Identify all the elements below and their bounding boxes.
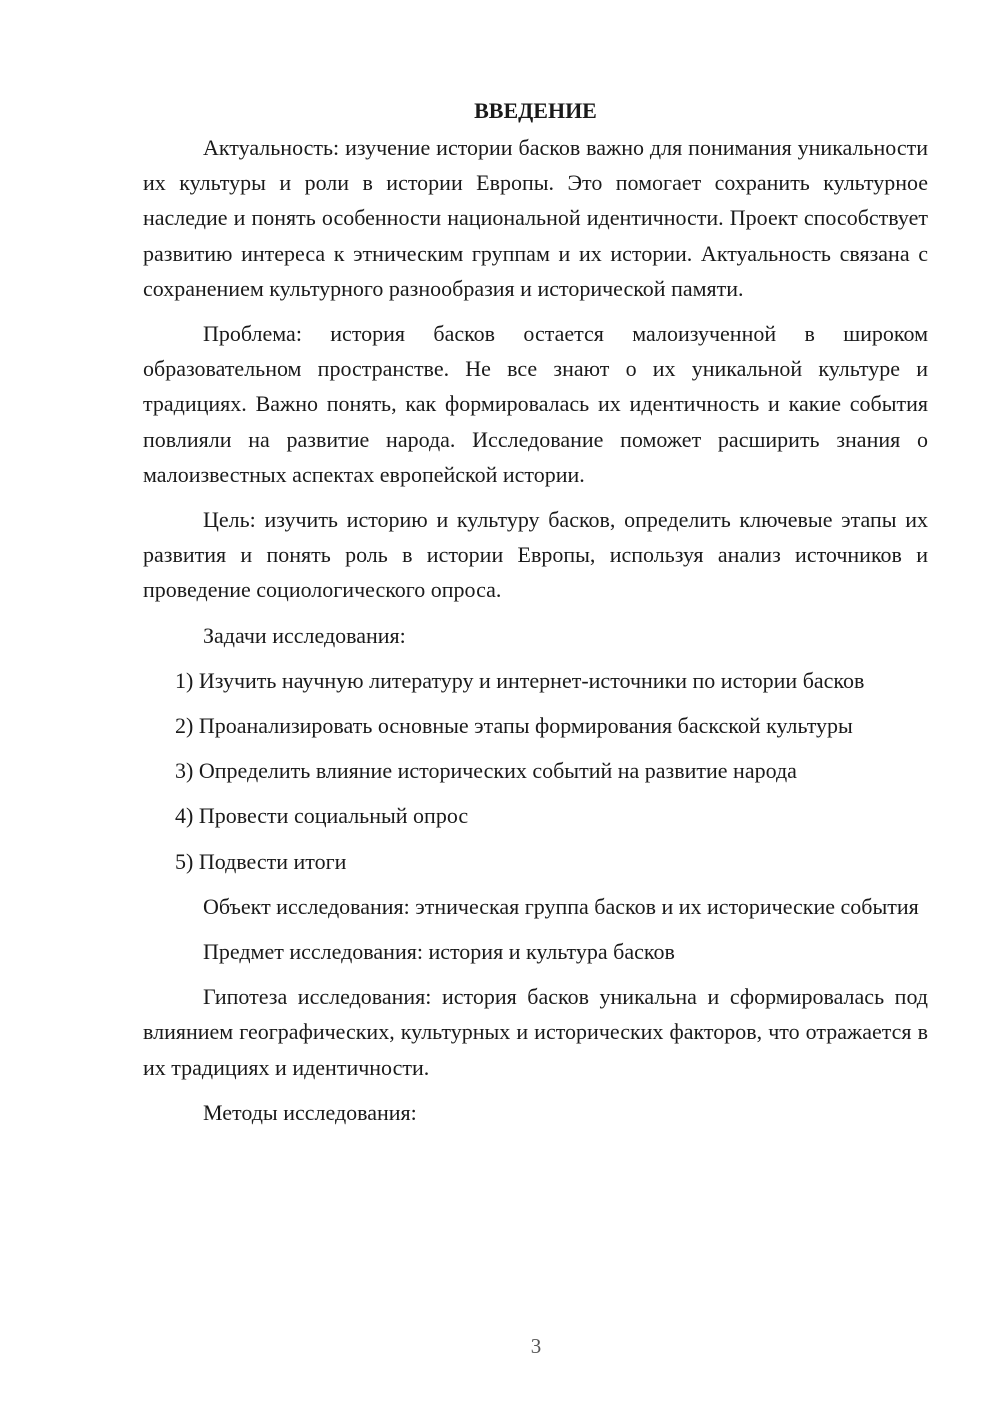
methods-title: Методы исследования: — [203, 1099, 417, 1125]
task-item-1: 1) Изучить научную литературу и интернет-источники по истории басков — [175, 667, 865, 693]
object-paragraph: Объект исследования: этническая группа басков и их исторические события — [203, 893, 919, 919]
page-number: 3 — [530, 1334, 542, 1358]
relevance-paragraph: Актуальность: изучение истории басков важно для понимания уникальности их культуры и роли в истории Европы. Это помогает сохранить культурное наследие и понять особенности национальной идентичности. Проект способствует развитию интереса к этническим группам и их истории. Актуальность связана с сохранением культурного разнообразия и исторической памяти. — [143, 135, 928, 301]
task-item-2: 2) Проанализировать основные этапы формирования баскской культуры — [175, 713, 853, 739]
task-item-5: 5) Подвести итоги — [175, 848, 347, 874]
hypothesis-paragraph: Гипотеза исследования: история басков уникальна и сформировалась под влиянием географических, культурных и исторических факторов, что отражается в их традициях и идентичности. — [143, 984, 928, 1080]
section-heading: ВВЕДЕНИЕ — [474, 98, 597, 123]
tasks-title: Задачи исследования: — [203, 622, 406, 648]
subject-paragraph: Предмет исследования: история и культура басков — [203, 939, 675, 965]
document-body — [143, 96, 928, 1140]
goal-paragraph: Цель: изучить историю и культуру басков, определить ключевые этапы их развития и понять роль в истории Европы, используя анализ источников и проведение социологического опроса. — [143, 507, 928, 603]
task-item-3: 3) Определить влияние исторических событий на развитие народа — [175, 758, 797, 784]
problem-paragraph: Проблема: история басков остается малоизученной в широком образовательном пространстве. Не все знают о их уникальной культуре и традициях. Важно понять, как формировалась их идентичность и какие события повлияли на развитие народа. Исследование поможет расширить знания о малоизвестных аспектах европейской истории. — [143, 321, 928, 487]
task-item-4: 4) Провести социальный опрос — [175, 803, 469, 829]
